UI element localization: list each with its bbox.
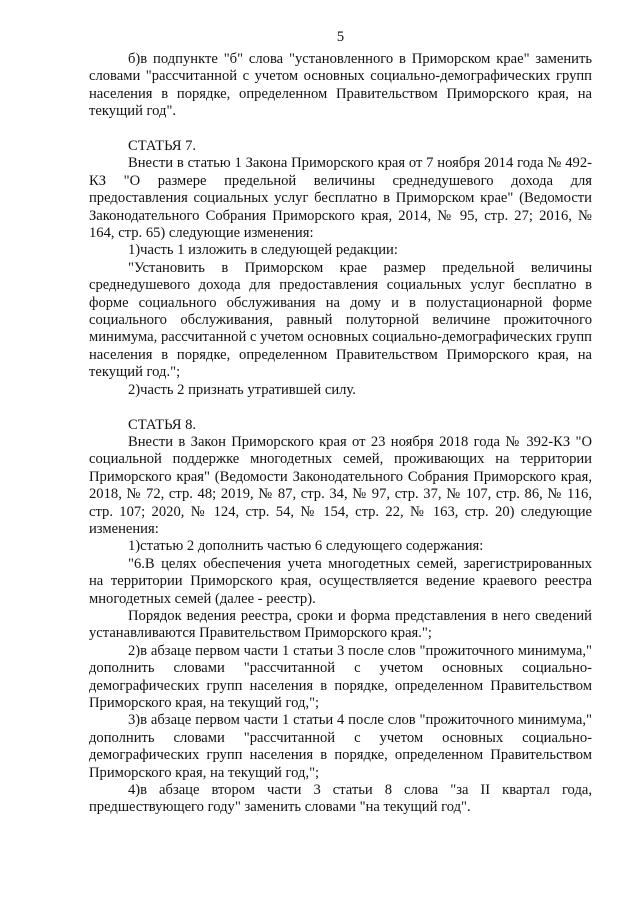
- paragraph: Порядок ведения реестра, сроки и форма представления в него сведений устанавливаются Правительством Приморского края.";: [89, 607, 592, 642]
- paragraph: 1)часть 1 изложить в следующей редакции:: [128, 242, 398, 259]
- paragraph: б)в подпункте "б" слова "установленного в Приморском крае" заменить словами "рассчитанной с учетом основных социально-демографических групп населения в порядке, определенном Правительством Приморского края, на текущий год".: [89, 51, 592, 120]
- paragraph: 4)в абзаце втором части 3 статьи 8 слова "за II квартал года, предшествующего году" заменить словами "на текущий год".: [89, 782, 592, 816]
- paragraph: Внести в статью 1 Закона Приморского края от 7 ноября 2014 года № 492-КЗ "О размере предельной величины среднедушевого дохода для предоставления социальных услуг бесплатно в Приморском крае" (Ведомости Законодательного Собрания Приморского края, 2014, № 95, стр. 27; 2016, № 164, стр. 65) следующие изменения:: [89, 155, 592, 242]
- paragraph: 2)в абзаце первом части 1 статьи 3 после слов "прожиточного минимума," дополнить словами "рассчитанной с учетом основных социально-демографических групп населения в порядке, определенном Правительством Приморского края, на текущий год,";: [89, 642, 592, 711]
- paragraph: Внести в Закон Приморского края от 23 ноября 2018 года № 392-КЗ "О социальной поддержке многодетных семей, проживающих на территории Приморского края" (Ведомости Законодательного Собрания Приморского края, 2018, № 72, стр. 48; 2019, № 87, стр. 34, № 97, стр. 37, № 107, стр. 86, № 116, стр. 107; 2020, № 124, стр. 54, № 154, стр. 22, № 163, стр. 20) следующие изменения:: [89, 433, 592, 537]
- paragraph: "Установить в Приморском крае размер предельной величины среднедушевого дохода для предоставления социальных услуг бесплатно в форме социального обслуживания на дому и в полустационарной форме социального обслуживания, равный полуторной величине прожиточного минимума, рассчитанной с учетом основных социально-демографических групп населения в порядке, определенном Правительством Приморского края, на текущий год.";: [89, 259, 592, 381]
- paragraph: 3)в абзаце первом части 1 статьи 4 после слов "прожиточного минимума," дополнить словами "рассчитанной с учетом основных социально-демографических групп населения в порядке, определенном Правительством Приморского края, на текущий год,";: [89, 712, 592, 781]
- page-number: 5: [336, 29, 345, 45]
- paragraph: 1)статью 2 дополнить частью 6 следующего содержания:: [128, 538, 484, 555]
- paragraph: "6.В целях обеспечения учета многодетных семей, зарегистрированных на территории Приморского края, осуществляется ведение краевого реестра многодетных семей (далее - реестр).: [89, 555, 592, 607]
- article-heading: СТАТЬЯ 8.: [128, 416, 197, 433]
- paragraph: 2)часть 2 признать утратившей силу.: [128, 381, 356, 398]
- article-heading: СТАТЬЯ 7.: [128, 138, 197, 155]
- document-body: [89, 51, 592, 817]
